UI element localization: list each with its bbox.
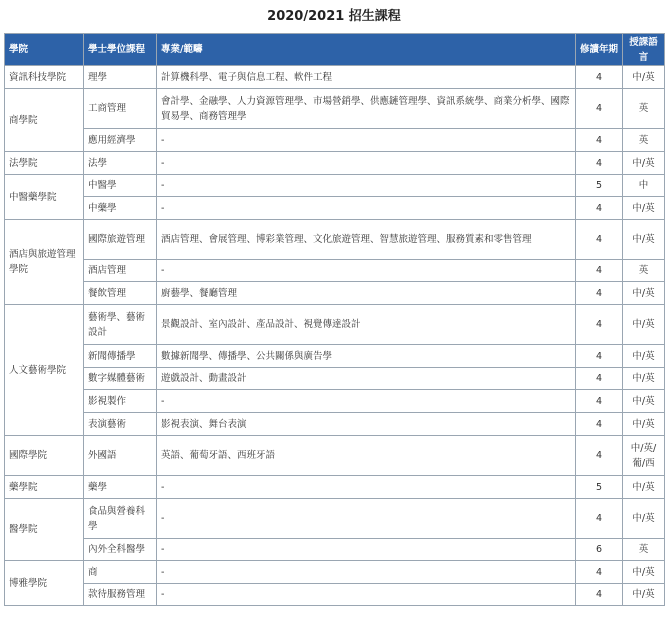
lang-cell: 中/英 xyxy=(623,197,665,220)
years-cell: 4 xyxy=(576,197,623,220)
table-row xyxy=(5,197,665,220)
table-row xyxy=(5,175,665,197)
lang-cell: 中/英 xyxy=(623,499,665,539)
table-row xyxy=(5,499,665,539)
college-cell: 法學院 xyxy=(5,152,84,175)
major-cell: 計算機科學、電子與信息工程、軟件工程 xyxy=(157,66,576,89)
degree-cell: 款待服務管理 xyxy=(84,584,157,606)
degree-cell: 表演藝術 xyxy=(84,413,157,436)
table-row xyxy=(5,539,665,561)
table-row xyxy=(5,129,665,152)
years-cell: 4 xyxy=(576,305,623,345)
lang-cell: 中/英 xyxy=(623,413,665,436)
major-cell: - xyxy=(157,390,576,413)
table-row xyxy=(5,413,665,436)
lang-cell: 中/英 xyxy=(623,561,665,584)
years-cell: 5 xyxy=(576,476,623,499)
degree-cell: 工商管理 xyxy=(84,89,157,129)
years-cell: 4 xyxy=(576,436,623,476)
lang-cell: 中/英 xyxy=(623,220,665,260)
degree-cell: 內外全科醫學 xyxy=(84,539,157,561)
major-cell: 會計學、金融學、人力資源管理學、市場營銷學、供應鏈管理學、資訊系統學、商業分析學、國際貿易學、商務管理學 xyxy=(157,89,576,129)
major-cell: - xyxy=(157,260,576,282)
table-row xyxy=(5,436,665,476)
lang-cell: 中/英 xyxy=(623,305,665,345)
degree-cell: 數字媒體藝術 xyxy=(84,368,157,390)
table-header-row xyxy=(5,34,665,66)
major-cell: 英語、葡萄牙語、西班牙語 xyxy=(157,436,576,476)
major-cell: 數據新聞學、傳播學、公共關係與廣告學 xyxy=(157,345,576,368)
table-row xyxy=(5,220,665,260)
major-cell: - xyxy=(157,476,576,499)
degree-cell: 中藥學 xyxy=(84,197,157,220)
degree-cell: 法學 xyxy=(84,152,157,175)
degree-cell: 外國語 xyxy=(84,436,157,476)
years-cell: 4 xyxy=(576,66,623,89)
table-row xyxy=(5,368,665,390)
degree-cell: 中醫學 xyxy=(84,175,157,197)
years-cell: 4 xyxy=(576,152,623,175)
college-cell: 醫學院 xyxy=(5,499,84,561)
degree-cell: 應用經濟學 xyxy=(84,129,157,152)
header-degree: 學士學位課程 xyxy=(84,34,157,66)
college-cell: 酒店與旅遊管理學院 xyxy=(5,220,84,305)
lang-cell: 英 xyxy=(623,129,665,152)
lang-cell: 英 xyxy=(623,89,665,129)
years-cell: 4 xyxy=(576,499,623,539)
degree-cell: 影視製作 xyxy=(84,390,157,413)
years-cell: 4 xyxy=(576,89,623,129)
college-cell: 商學院 xyxy=(5,89,84,152)
lang-cell: 中/英/葡/西 xyxy=(623,436,665,476)
table-row xyxy=(5,476,665,499)
major-cell: - xyxy=(157,539,576,561)
college-cell: 人文藝術學院 xyxy=(5,305,84,436)
lang-cell: 中/英 xyxy=(623,66,665,89)
years-cell: 5 xyxy=(576,175,623,197)
major-cell: 影視表演、舞台表演 xyxy=(157,413,576,436)
degree-cell: 藝術學、藝術設計 xyxy=(84,305,157,345)
lang-cell: 中/英 xyxy=(623,368,665,390)
table-row xyxy=(5,66,665,89)
years-cell: 4 xyxy=(576,345,623,368)
major-cell: 酒店管理、會展管理、博彩業管理、文化旅遊管理、智慧旅遊管理、服務質素和零售管理 xyxy=(157,220,576,260)
years-cell: 4 xyxy=(576,220,623,260)
lang-cell: 英 xyxy=(623,539,665,561)
major-cell: 遊戲設計、動畫設計 xyxy=(157,368,576,390)
table-row xyxy=(5,282,665,305)
major-cell: 景觀設計、室內設計、產品設計、視覺傳達設計 xyxy=(157,305,576,345)
lang-cell: 中/英 xyxy=(623,390,665,413)
table-row xyxy=(5,260,665,282)
major-cell: - xyxy=(157,175,576,197)
college-cell: 資訊科技學院 xyxy=(5,66,84,89)
table-row xyxy=(5,345,665,368)
major-cell: - xyxy=(157,152,576,175)
lang-cell: 英 xyxy=(623,260,665,282)
header-years: 修讀年期 xyxy=(576,34,623,66)
years-cell: 4 xyxy=(576,413,623,436)
lang-cell: 中 xyxy=(623,175,665,197)
major-cell: - xyxy=(157,584,576,606)
degree-cell: 藥學 xyxy=(84,476,157,499)
table-row xyxy=(5,305,665,345)
college-cell: 國際學院 xyxy=(5,436,84,476)
header-major: 專業/範疇 xyxy=(157,34,576,66)
degree-cell: 餐飲管理 xyxy=(84,282,157,305)
years-cell: 4 xyxy=(576,129,623,152)
header-college: 學院 xyxy=(5,34,84,66)
degree-cell: 商 xyxy=(84,561,157,584)
college-cell: 博雅學院 xyxy=(5,561,84,606)
lang-cell: 中/英 xyxy=(623,152,665,175)
major-cell: - xyxy=(157,561,576,584)
degree-cell: 國際旅遊管理 xyxy=(84,220,157,260)
lang-cell: 中/英 xyxy=(623,476,665,499)
major-cell: - xyxy=(157,197,576,220)
years-cell: 4 xyxy=(576,584,623,606)
table-row xyxy=(5,561,665,584)
table-row xyxy=(5,584,665,606)
major-cell: - xyxy=(157,499,576,539)
degree-cell: 理學 xyxy=(84,66,157,89)
header-lang: 授課語言 xyxy=(623,34,665,66)
table-row xyxy=(5,152,665,175)
years-cell: 4 xyxy=(576,390,623,413)
college-cell: 藥學院 xyxy=(5,476,84,499)
major-cell: - xyxy=(157,129,576,152)
college-cell: 中醫藥學院 xyxy=(5,175,84,220)
lang-cell: 中/英 xyxy=(623,282,665,305)
table-row xyxy=(5,89,665,129)
years-cell: 4 xyxy=(576,260,623,282)
major-cell: 廚藝學、餐廳管理 xyxy=(157,282,576,305)
programme-table xyxy=(4,33,665,606)
years-cell: 4 xyxy=(576,561,623,584)
degree-cell: 新聞傳播學 xyxy=(84,345,157,368)
table-row xyxy=(5,390,665,413)
page-title: 2020/2021 招生課程 xyxy=(267,9,401,24)
degree-cell: 酒店管理 xyxy=(84,260,157,282)
degree-cell: 食品與營養科學 xyxy=(84,499,157,539)
years-cell: 6 xyxy=(576,539,623,561)
years-cell: 4 xyxy=(576,282,623,305)
lang-cell: 中/英 xyxy=(623,345,665,368)
years-cell: 4 xyxy=(576,368,623,390)
lang-cell: 中/英 xyxy=(623,584,665,606)
